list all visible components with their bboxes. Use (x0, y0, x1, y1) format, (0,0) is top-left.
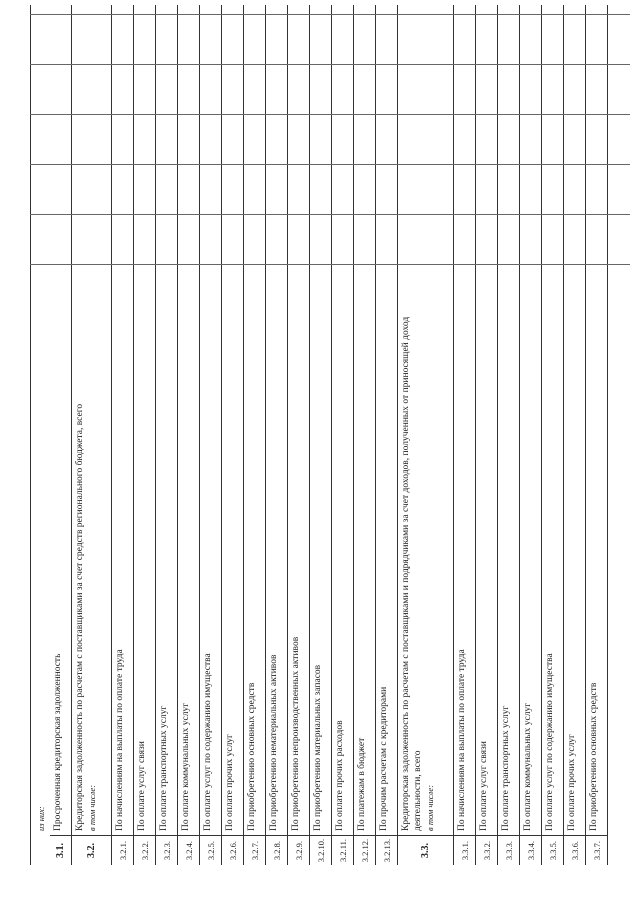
row-label (202, 311, 214, 831)
table-row (542, 5, 564, 865)
table-row (332, 5, 354, 865)
table-row (376, 5, 398, 865)
row-number: 3.3.1. (454, 835, 475, 865)
table-row (222, 5, 244, 865)
row-number: 3.3.4. (520, 835, 541, 865)
row-label-text: По оплате прочих расходов (335, 720, 345, 831)
table-row (288, 5, 310, 865)
row-label (290, 311, 302, 831)
row-number: 3.2.1. (112, 835, 133, 865)
table-row (354, 5, 376, 865)
row-number: 3.3. (398, 835, 453, 865)
row-label (52, 311, 64, 831)
table-row (134, 5, 156, 865)
row-label-text: По приобретению непроизводственных активов (291, 636, 301, 831)
row-label (334, 311, 346, 831)
row-label-text: Кредиторская задолженность по расчетам с поставщиками и подрядчиками за счет доходов, полученных от приносящей доход деятельности, всего (401, 316, 423, 831)
column-divider (30, 64, 630, 65)
row-label (136, 311, 148, 831)
row-label (246, 311, 258, 831)
row-number: 3.3.7. (586, 835, 607, 865)
row-label-text: По оплате коммунальных услуг (181, 702, 191, 831)
row-number: 3.3.3. (498, 835, 519, 865)
row-label-text: По оплате услуг связи (137, 741, 147, 831)
row-number: 3.2.10. (310, 835, 331, 865)
column-divider (30, 264, 630, 265)
row-number: 3.2.9. (288, 835, 309, 865)
row-label (588, 311, 600, 831)
report-table (30, 5, 630, 865)
row-label-text: Просроченная кредиторская задолженность (53, 653, 63, 831)
row-number: 3.2.7. (244, 835, 265, 865)
row-number: 3.2.2. (134, 835, 155, 865)
row-label (456, 311, 468, 831)
row-number: 3.2.3. (156, 835, 177, 865)
row-label (400, 311, 436, 831)
row-label-text: По оплате услуг связи (479, 741, 489, 831)
row-number: 3.3.2. (476, 835, 497, 865)
row-label (544, 311, 556, 831)
column-divider (30, 14, 630, 15)
table-top-border (30, 5, 31, 865)
row-label (224, 311, 236, 831)
table-row (72, 5, 112, 865)
row-sublabel: в том числе: (425, 784, 435, 831)
row-label-text: По оплате транспортных услуг (501, 705, 511, 831)
table-row (498, 5, 520, 865)
row-label (356, 311, 368, 831)
row-label-text: По начислениям на выплаты по оплате труда (457, 649, 467, 831)
table-row (200, 5, 222, 865)
table-row (520, 5, 542, 865)
row-label (180, 311, 192, 831)
row-number: 3.1. (50, 835, 71, 865)
table-row (178, 5, 200, 865)
row-number: 3.2.13. (376, 835, 397, 865)
table-row (454, 5, 476, 865)
table-row (266, 5, 288, 865)
table-row (244, 5, 266, 865)
column-divider (30, 214, 630, 215)
row-label-text: По приобретению нематериальных активов (269, 654, 279, 831)
row-label (158, 311, 170, 831)
row-number: 3.2. (72, 835, 111, 865)
row-number: 3.3.5. (542, 835, 563, 865)
column-divider (30, 164, 630, 165)
column-divider (30, 114, 630, 115)
row-label-text: По оплате прочих услуг (225, 734, 235, 831)
row-number: 3.3.6. (564, 835, 585, 865)
row-label-text: По приобретению основных средств (247, 682, 257, 831)
row-label (478, 311, 490, 831)
table-row (564, 5, 586, 865)
row-label (114, 311, 126, 831)
row-label-text: По оплате прочих услуг (567, 734, 577, 831)
row-label-text: По платежам в бюджет (357, 737, 367, 831)
row-label (268, 311, 280, 831)
row-label-text: По оплате услуг по содержанию имущества (545, 653, 555, 831)
row-number: 3.2.12. (354, 835, 375, 865)
row-label (522, 311, 534, 831)
table-row (586, 5, 608, 865)
table-row (476, 5, 498, 865)
row-label-text: По оплате услуг по содержанию имущества (203, 653, 213, 831)
row-label-text: По оплате транспортных услуг (159, 705, 169, 831)
table-row (50, 5, 72, 865)
row-label-text: По приобретению основных средств (589, 682, 599, 831)
row-label-text: По оплате коммунальных услуг (523, 702, 533, 831)
row-label-text: По прочим расчетам с кредиторами (379, 686, 389, 831)
row-number: 3.2.5. (200, 835, 221, 865)
row-number: 3.2.8. (266, 835, 287, 865)
row-label-text: По начислениям на выплаты по оплате труда (115, 649, 125, 831)
row-label (500, 311, 512, 831)
table-row (398, 5, 454, 865)
row-sublabel: в том числе: (87, 784, 97, 831)
row-number: 3.2.4. (178, 835, 199, 865)
row-label (74, 311, 98, 831)
row-label-text: Кредиторская задолженность по расчетам с поставщиками за счет средств регионального бюджета, всего (75, 403, 85, 831)
row-label (378, 311, 390, 831)
row-number: 3.2.11. (332, 835, 353, 865)
row-number: 3.2.6. (222, 835, 243, 865)
table-row (310, 5, 332, 865)
row-label (566, 311, 578, 831)
row-label-text: По приобретению материальных запасов (313, 664, 323, 831)
table-row (112, 5, 134, 865)
row-label (312, 311, 324, 831)
table-row (156, 5, 178, 865)
header-note: из них: (36, 806, 46, 831)
